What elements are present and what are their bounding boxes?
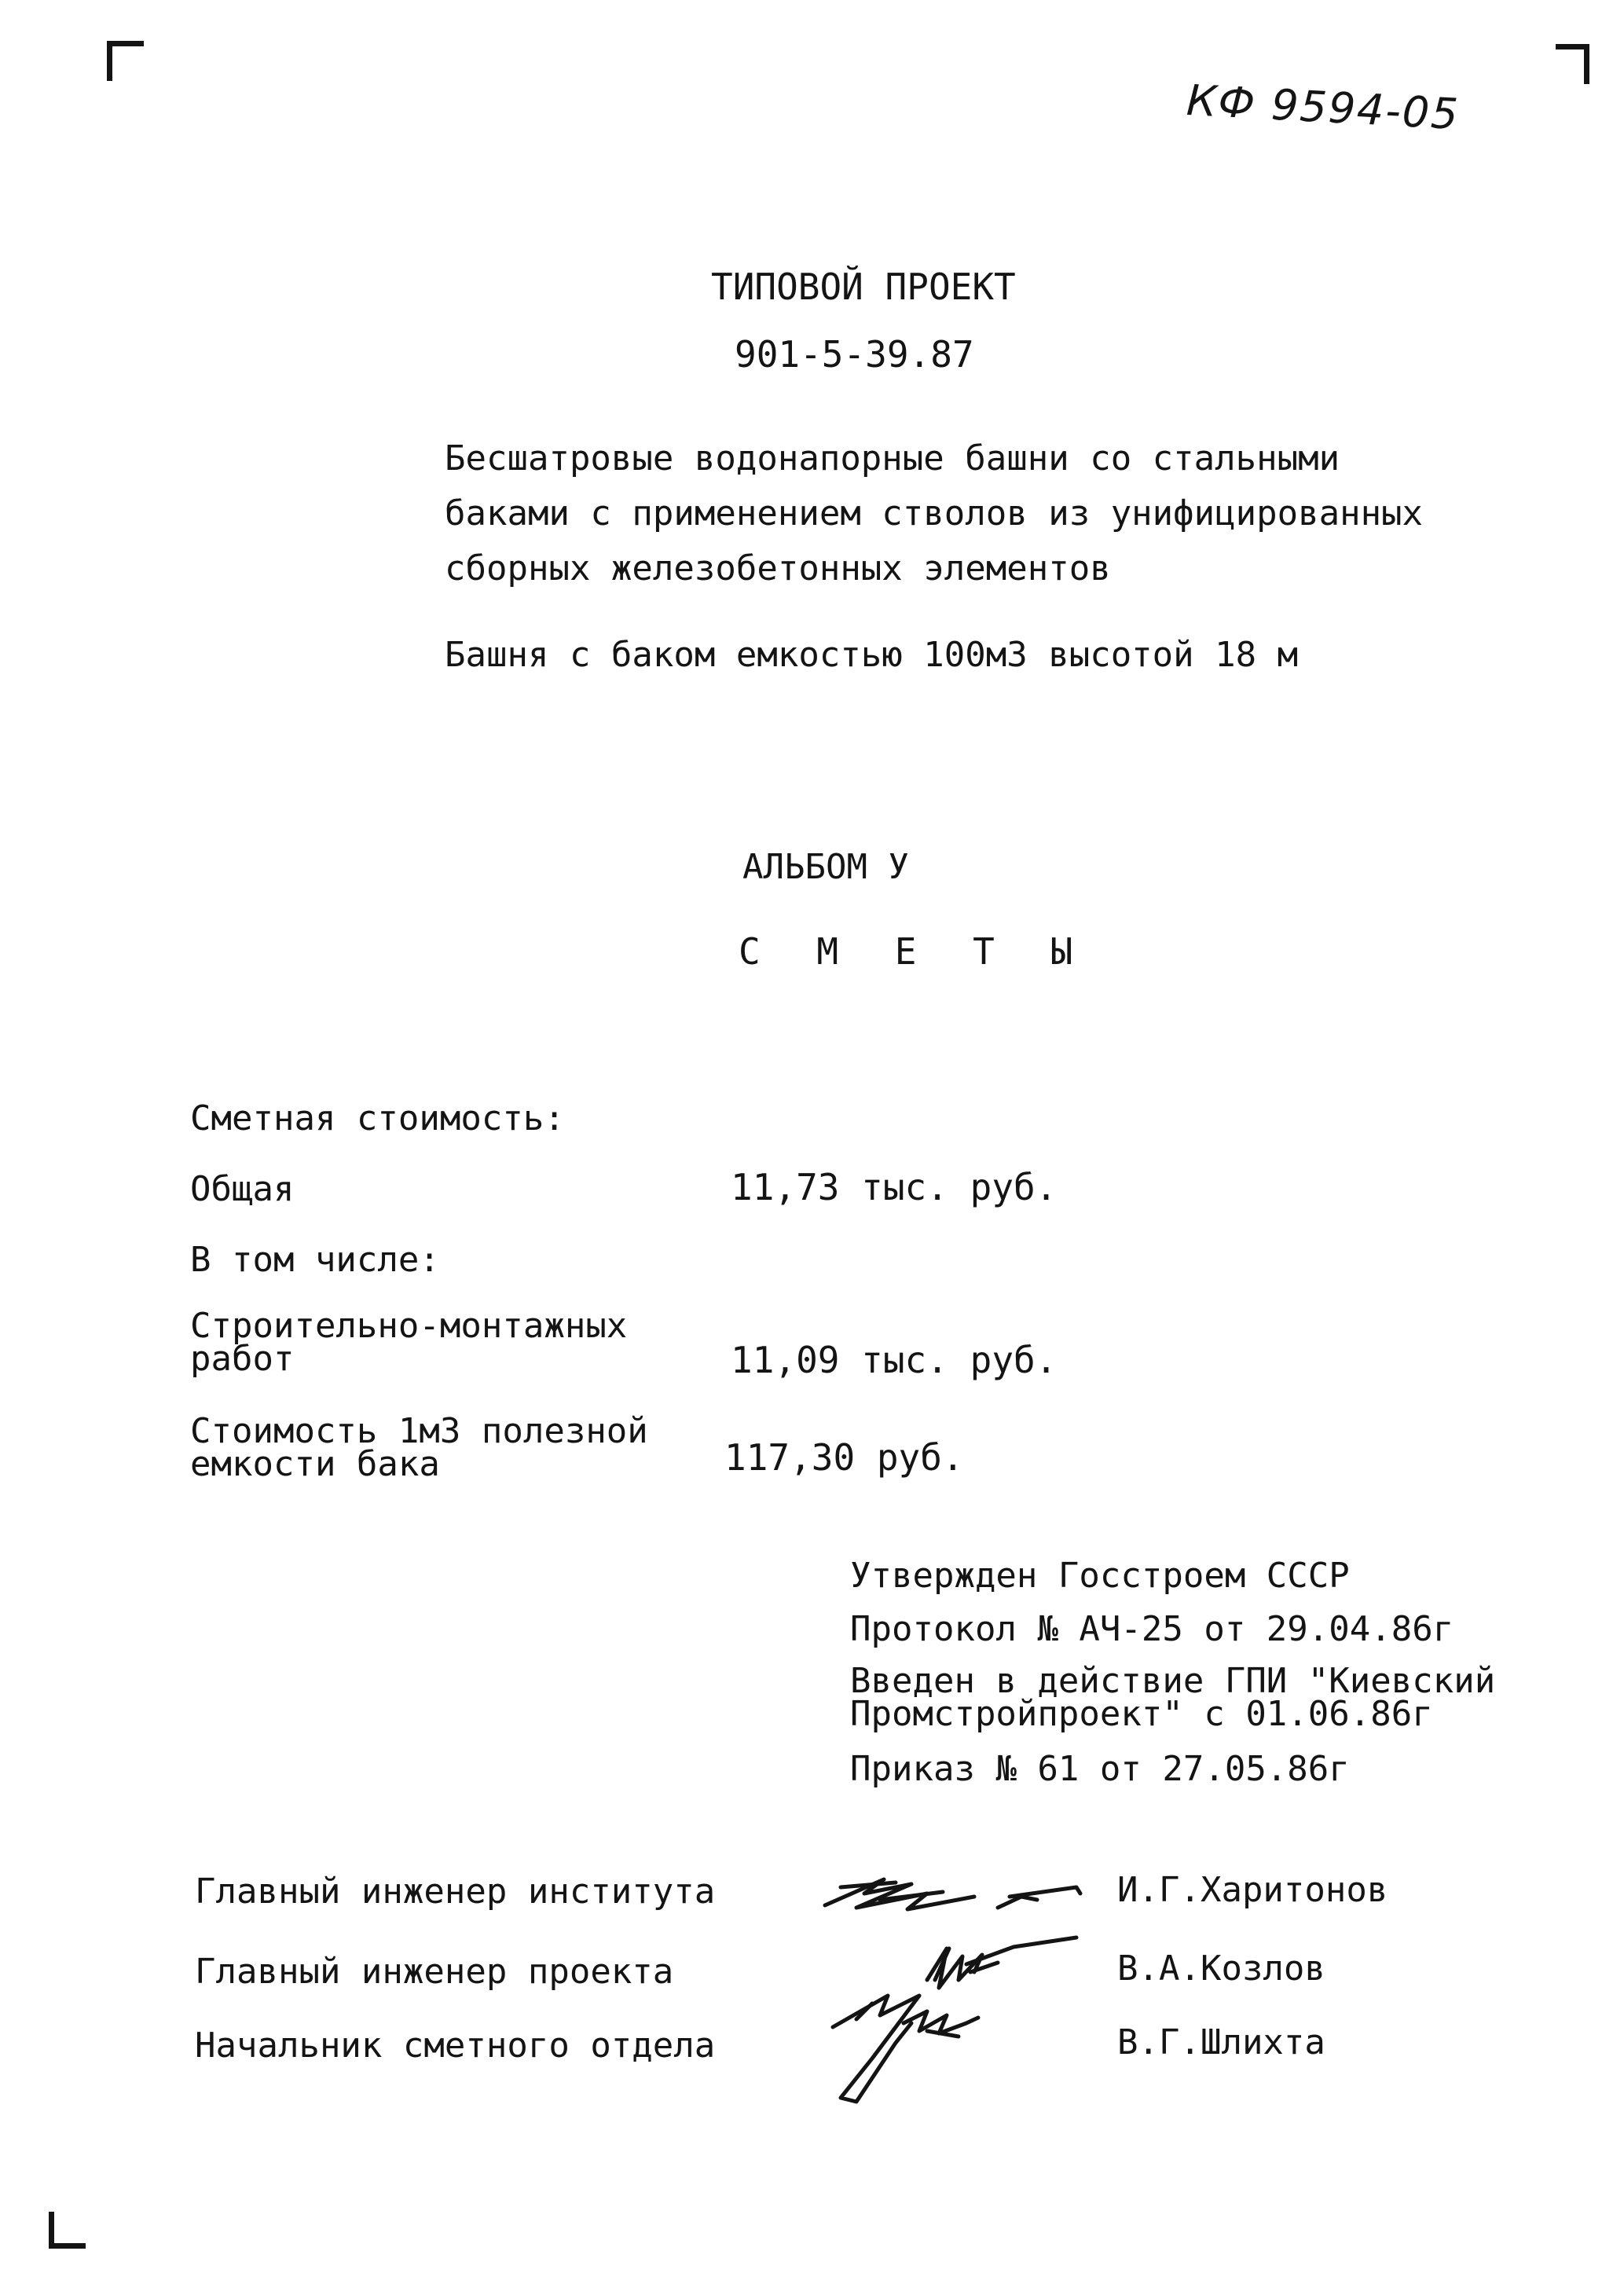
- album-title: С М Е Т Ы: [739, 930, 1091, 973]
- signature-stroke: [966, 1938, 1076, 1964]
- approval-line-4: Промстройпроект" с 01.06.86г: [850, 1694, 1433, 1734]
- approval-line-3: Введен в действие ГПИ "Киевский: [850, 1661, 1496, 1701]
- estimate-unit-cost-label-line-1: Стоимость 1м3 полезной: [190, 1411, 648, 1451]
- signature-stroke: [998, 1887, 1080, 1908]
- estimate-heading: Сметная стоимость:: [190, 1098, 565, 1138]
- estimate-including-label: В том числе:: [190, 1240, 440, 1280]
- estimate-unit-cost-label-line-2: емкости бака: [190, 1444, 440, 1484]
- estimate-construction-label-line-1: Строительно-монтажных: [190, 1306, 628, 1346]
- album-label: АЛЬБОМ У: [742, 847, 909, 887]
- signature-stroke: [833, 1996, 919, 2102]
- handwritten-signatures: [809, 1862, 1108, 2114]
- corner-mark-top-left: [107, 41, 144, 81]
- approval-line-5: Приказ № 61 от 27.05.86г: [850, 1749, 1350, 1789]
- archive-code: КФ 9594-05: [1185, 75, 1461, 140]
- estimate-total-value: 11,73 тыс. руб.: [731, 1166, 1058, 1208]
- project-number: 901-5-39.87: [735, 333, 974, 376]
- signatory-name-2: В.А.Козлов: [1117, 1949, 1325, 1989]
- estimate-total-label: Общая: [190, 1169, 295, 1209]
- signatory-name-1: И.Г.Харитонов: [1117, 1870, 1388, 1910]
- signature-stroke: [825, 1879, 974, 1909]
- estimate-construction-label-line-2: работ: [190, 1339, 295, 1379]
- signature-stroke: [904, 2011, 978, 2033]
- approval-line-2: Протокол № АЧ-25 от 29.04.86г: [850, 1609, 1454, 1649]
- signatory-name-3: В.Г.Шлихта: [1117, 2022, 1325, 2062]
- estimate-construction-value: 11,09 тыс. руб.: [731, 1339, 1058, 1381]
- signatory-title-2: Главный инженер проекта: [195, 1952, 674, 1992]
- document-title: ТИПОВОЙ ПРОЕКТ: [711, 266, 1016, 308]
- estimate-unit-cost-value: 117,30 руб.: [724, 1436, 964, 1479]
- description-line-2: баками с применением стволов из унифицированных: [445, 493, 1424, 533]
- corner-mark-top-right: [1556, 44, 1589, 84]
- signature-stroke: [927, 1949, 982, 1988]
- approval-line-1: Утвержден Госстроем СССР: [850, 1556, 1350, 1596]
- signatory-title-1: Главный инженер института: [195, 1872, 716, 1912]
- description-line-1: Бесшатровые водонапорные башни со стальными: [445, 438, 1340, 478]
- description-subtitle: Башня с баком емкостью 100м3 высотой 18 м: [445, 635, 1299, 675]
- signatory-title-3: Начальник сметного отдела: [195, 2026, 716, 2066]
- description-line-3: сборных железобетонных элементов: [445, 548, 1111, 588]
- corner-mark-bottom-left: [49, 2212, 86, 2249]
